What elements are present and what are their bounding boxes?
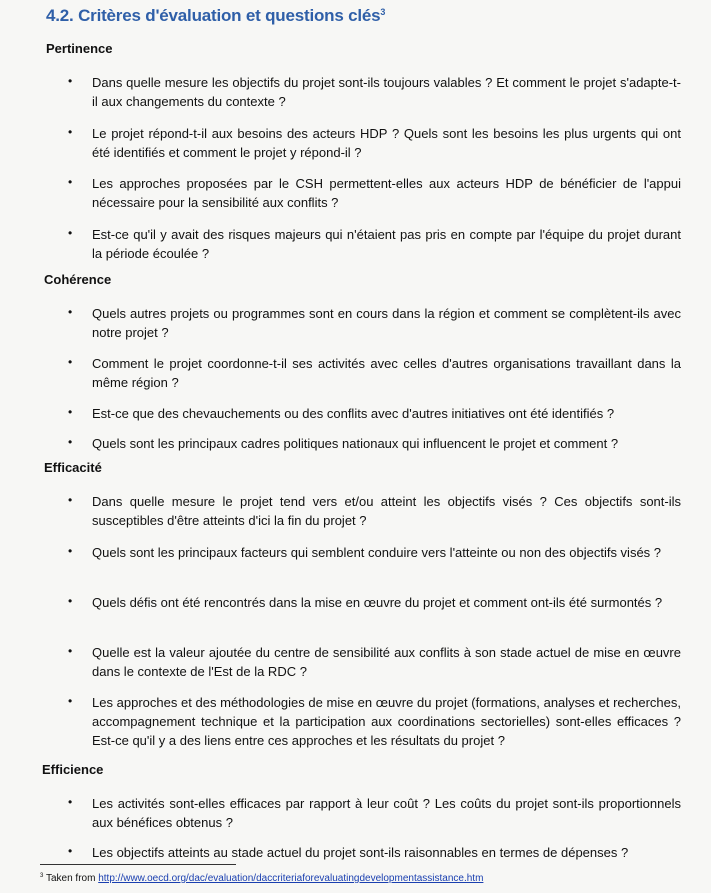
bullet: •	[68, 544, 73, 558]
list-item-text: Les activités sont-elles efficaces par rapport à leur coût ? Les coûts du projet sont-ils proportionnels aux bénéfices obtenus ?	[92, 796, 681, 830]
bullet: •	[68, 226, 73, 240]
list-item	[60, 593, 681, 612]
list-item-text: Est-ce que des chevauchements ou des conflits avec d'autres initiatives ont été identifiés ?	[92, 406, 615, 421]
list-item	[60, 354, 681, 392]
bullet: •	[68, 305, 73, 319]
list-item-text: Quels sont les principaux cadres politiques nationaux qui influencent le projet et comment ?	[92, 436, 619, 451]
title-footnote-mark: 3	[380, 7, 386, 17]
heading-coherence: Cohérence	[44, 272, 112, 287]
list-item-text: Les approches et des méthodologies de mise en œuvre du projet (formations, analyses et recherches, accompagnement technique et la participation aux coordinations sectorielles) sont-elles efficaces ? Est-ce qu'il y a des liens entre ces approches et les résultats du projet ?	[92, 695, 681, 748]
bullet: •	[68, 355, 73, 369]
list-item	[60, 643, 681, 681]
bullet: •	[68, 125, 73, 139]
bullet: •	[68, 844, 73, 858]
bullet: •	[68, 435, 73, 449]
bullet: •	[68, 694, 73, 708]
footnote-separator	[40, 864, 236, 865]
list-item	[60, 225, 681, 263]
list-item-text: Quels défis ont été rencontrés dans la mise en œuvre du projet et comment ont-ils été surmontés ?	[92, 595, 663, 610]
bullet: •	[68, 644, 73, 658]
list-item	[60, 174, 681, 212]
list-item	[60, 843, 681, 862]
heading-efficience: Efficience	[42, 762, 104, 777]
bullet: •	[68, 795, 73, 809]
list-item	[60, 794, 681, 832]
bullet: •	[68, 74, 73, 88]
list-item	[60, 543, 681, 562]
footnote-mark: 3	[40, 873, 44, 879]
list-item-text: Est-ce qu'il y avait des risques majeurs qui n'étaient pas pris en compte par l'équipe du projet durant la période écoulée ?	[92, 227, 681, 261]
footnote-link[interactable]: http://www.oecd.org/dac/evaluation/daccriteriaforevaluatingdevelopmentassistance.htm	[98, 873, 484, 884]
list-item	[60, 304, 681, 342]
list-item-text: Quels sont les principaux facteurs qui semblent conduire vers l'atteinte ou non des objectifs visés ?	[92, 545, 662, 560]
list-item-text: Dans quelle mesure les objectifs du projet sont-ils toujours valables ? Et comment le projet s'adapte-t-il aux changements du contexte ?	[92, 75, 681, 109]
bullet: •	[68, 493, 73, 507]
list-item	[60, 73, 681, 111]
bullet: •	[68, 405, 73, 419]
list-item-text: Quelle est la valeur ajoutée du centre de sensibilité aux conflits à son stade actuel de mise en œuvre dans le contexte de l'Est de la RDC ?	[92, 645, 681, 679]
list-item-text: Le projet répond-t-il aux besoins des acteurs HDP ? Quels sont les besoins les plus urgents qui ont été identifiés et comment le projet y répond-il ?	[92, 126, 681, 160]
bullet: •	[68, 175, 73, 189]
heading-pertinence: Pertinence	[46, 41, 113, 56]
list-item	[60, 434, 681, 453]
footnote-prefix: Taken from	[45, 873, 99, 884]
heading-efficacite: Efficacité	[44, 460, 102, 475]
list-item-text: Quels autres projets ou programmes sont en cours dans la région et comment se complètent-ils avec notre projet ?	[92, 306, 681, 340]
list-item-text: Les approches proposées par le CSH permettent-elles aux acteurs HDP de bénéficier de l'appui nécessaire pour la sensibilité aux conflits ?	[92, 176, 681, 210]
list-item-text: Les objectifs atteints au stade actuel du projet sont-ils raisonnables en termes de dépenses ?	[92, 845, 629, 860]
list-item-text: Dans quelle mesure le projet tend vers et/ou atteint les objectifs visés ? Ces objectifs sont-ils susceptibles d'être atteints d'ici la fin du projet ?	[92, 494, 681, 528]
section-title: 4.2. Critères d'évaluation et questions clés$^3$	[46, 6, 386, 25]
list-item	[60, 492, 681, 530]
list-item	[60, 124, 681, 162]
list-item	[60, 404, 681, 423]
bullet: •	[68, 594, 73, 608]
list-item-text: Comment le projet coordonne-t-il ses activités avec celles d'autres organisations travaillant dans la même région ?	[92, 356, 681, 390]
list-item	[60, 693, 681, 750]
footnote	[40, 873, 483, 884]
